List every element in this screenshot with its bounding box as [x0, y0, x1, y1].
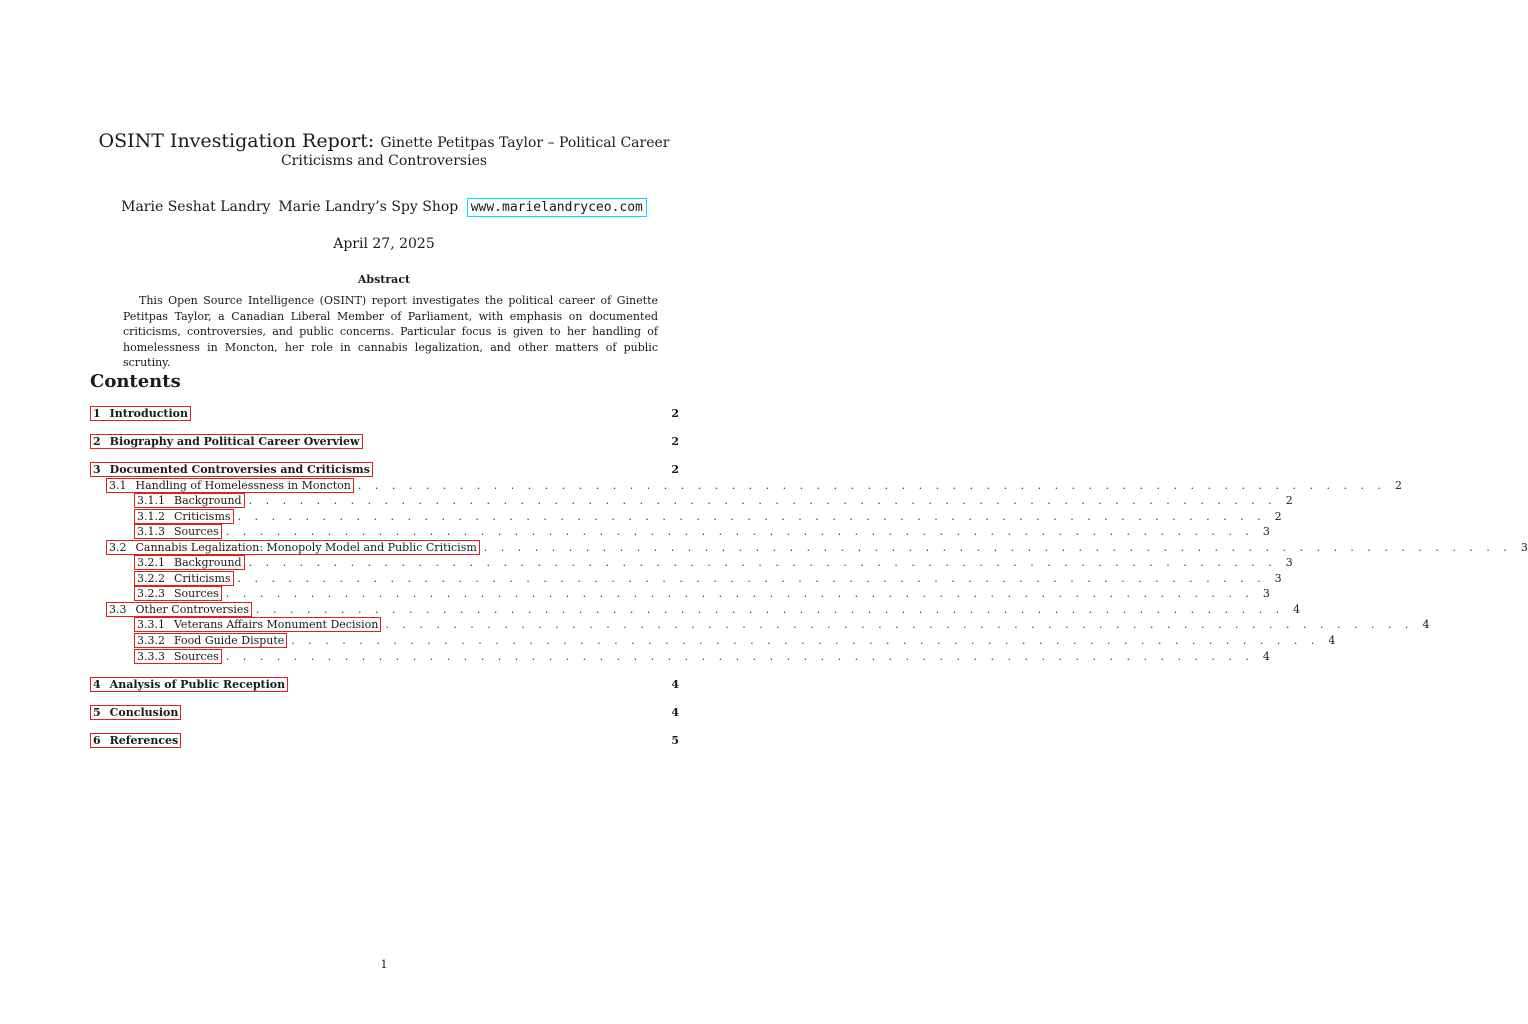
toc-dot-leader: . . . . . . . . . . . . . . . . . . . . . . . . . . . . . . . . . . . . . . . . . . . . . . . . . . . . . . . . . . . . .: [385, 617, 1414, 631]
toc-page-number: 2: [671, 434, 679, 448]
toc-entry-section-1: [90, 405, 679, 421]
toc-dot-leader: . . . . . . . . . . . . . . . . . . . . . . . . . . . . . . . . . . . . . . . . . . . . . . . . . . . . . . . . . . . . .: [225, 586, 1254, 600]
page-number: 1: [380, 958, 388, 971]
title-subtitle-line-2: Criticisms and Controversies: [280, 153, 488, 169]
toc-title: Introduction: [109, 406, 188, 420]
toc-dot-leader: . . . . . . . . . . . . . . . . . . . . . . . . . . . . . . . . . . . . . . . . . . . . . . . . . . . . . . . . . . . . .: [357, 478, 1386, 492]
toc-title: Criticisms: [174, 509, 231, 523]
toc-number: 3.3: [109, 602, 127, 616]
toc-entry-subsubsection-3-1-1: [90, 492, 1293, 508]
toc-page-number: 5: [671, 733, 679, 747]
toc-link[interactable]: [134, 649, 222, 664]
toc-link[interactable]: [90, 733, 181, 748]
toc-page-number: 3: [1285, 555, 1293, 569]
toc-page-number: 3: [1262, 524, 1270, 538]
toc-number: 3.3.1: [137, 617, 165, 631]
toc-link[interactable]: [134, 493, 245, 508]
toc-link[interactable]: [90, 677, 288, 692]
toc-entry-subsubsection-3-2-1: [90, 554, 1293, 570]
abstract-text: This Open Source Intelligence (OSINT) report investigates the political career of Ginette Petitpas Taylor, a Canadian Liberal Member of Parliament, with emphasis on documented criticisms, controversies, and public concerns. Particular focus is given to her handling of homelessness in Moncton, her role in cannabis legalization, and other matters of public scrutiny.: [123, 294, 658, 369]
author-name: Marie Seshat Landry: [121, 199, 271, 215]
toc-dot-leader: . . . . . . . . . . . . . . . . . . . . . . . . . . . . . . . . . . . . . . . . . . . . . . . . . . . . . . . . . . . . .: [483, 540, 1512, 554]
toc-page-number: 2: [1274, 509, 1282, 523]
toc-page-number: 4: [1293, 602, 1301, 616]
toc-link[interactable]: [106, 540, 480, 555]
toc-number: 2: [93, 434, 101, 448]
toc-link[interactable]: [90, 705, 181, 720]
toc-number: 3.2.2: [137, 571, 165, 585]
toc-entry-section-3: [90, 461, 679, 477]
toc-page-number: 3: [1274, 571, 1282, 585]
toc-title: Sources: [174, 586, 219, 600]
toc-number: 3.2.3: [137, 586, 165, 600]
toc-title: Sources: [174, 524, 219, 538]
toc-page-number: 4: [1328, 633, 1336, 647]
toc-entry-subsubsection-3-3-3: [90, 648, 1270, 664]
toc-title: Criticisms: [174, 571, 231, 585]
toc-dot-leader: . . . . . . . . . . . . . . . . . . . . . . . . . . . . . . . . . . . . . . . . . . . . . . . . . . . . . . . . . . . . .: [291, 633, 1320, 647]
toc-link[interactable]: [134, 633, 287, 648]
toc-entry-section-2: [90, 433, 679, 449]
toc-number: 3.2: [109, 540, 127, 554]
toc-entry-subsubsection-3-1-2: [90, 508, 1282, 524]
title-subtitle-line-1: Ginette Petitpas Taylor – Political Career: [380, 135, 670, 151]
author-affiliation: Marie Landry’s Spy Shop: [278, 199, 459, 215]
title-line-1: [0, 130, 768, 152]
toc-title: Documented Controversies and Criticisms: [109, 462, 370, 476]
toc-dot-leader: . . . . . . . . . . . . . . . . . . . . . . . . . . . . . . . . . . . . . . . . . . . . . . . . . . . . . . . . . . . . .: [248, 555, 1277, 569]
toc-title: Biography and Political Career Overview: [109, 434, 360, 448]
toc-title: Cannabis Legalization: Monopoly Model and Public Criticism: [135, 540, 477, 554]
toc-entry-subsection-3-1: [90, 477, 1402, 493]
toc-page-number: 2: [671, 406, 679, 420]
toc-number: 3.3.2: [137, 633, 165, 647]
toc-entry-subsubsection-3-2-2: [90, 570, 1282, 586]
toc-number: 6: [93, 733, 101, 747]
toc-link[interactable]: [106, 478, 354, 493]
abstract-heading: Abstract: [357, 273, 411, 286]
toc-link[interactable]: [90, 434, 363, 449]
toc-page-number: 4: [1422, 617, 1430, 631]
toc-title: Conclusion: [109, 705, 179, 719]
toc-title: Sources: [174, 649, 219, 663]
author-url-link[interactable]: www.marielandryceo.com: [467, 198, 647, 217]
toc-page-number: 4: [1262, 649, 1270, 663]
toc-dot-leader: . . . . . . . . . . . . . . . . . . . . . . . . . . . . . . . . . . . . . . . . . . . . . . . . . . . . . . . . . . . . .: [237, 509, 1266, 523]
toc-link[interactable]: [134, 571, 234, 586]
toc-entry-subsection-3-3: [90, 601, 1301, 617]
toc-page-number: 2: [1394, 478, 1402, 492]
toc-dot-leader: . . . . . . . . . . . . . . . . . . . . . . . . . . . . . . . . . . . . . . . . . . . . . . . . . . . . . . . . . . . . .: [237, 571, 1266, 585]
toc-page-number: 3: [1520, 540, 1528, 554]
toc-number: 3.1.2: [137, 509, 165, 523]
toc-dot-leader: . . . . . . . . . . . . . . . . . . . . . . . . . . . . . . . . . . . . . . . . . . . . . . . . . . . . . . . . . . . . .: [225, 649, 1254, 663]
toc-title: Other Controversies: [135, 602, 250, 616]
toc-entry-section-6: [90, 732, 679, 748]
title-main: OSINT Investigation Report:: [98, 130, 375, 152]
toc-entry-subsubsection-3-3-2: [90, 632, 1336, 648]
toc-link[interactable]: [106, 602, 252, 617]
toc-title: Background: [174, 555, 242, 569]
toc-number: 1: [93, 406, 101, 420]
toc-entry-section-4: [90, 676, 679, 692]
toc-title: References: [109, 733, 179, 747]
toc-title: Veterans Affairs Monument Decision: [174, 617, 379, 631]
toc-dot-leader: . . . . . . . . . . . . . . . . . . . . . . . . . . . . . . . . . . . . . . . . . . . . . . . . . . . . . . . . . . . . .: [248, 493, 1277, 507]
toc-link[interactable]: [134, 555, 245, 570]
toc-number: 5: [93, 705, 101, 719]
toc-number: 3.2.1: [137, 555, 165, 569]
toc-dot-leader: . . . . . . . . . . . . . . . . . . . . . . . . . . . . . . . . . . . . . . . . . . . . . . . . . . . . . . . . . . . . .: [225, 524, 1254, 538]
document-date: April 27, 2025: [333, 236, 435, 252]
toc-link[interactable]: [134, 586, 222, 601]
toc-number: 3.3.3: [137, 649, 165, 663]
toc-page-number: 2: [1285, 493, 1293, 507]
toc-number: 3.1: [109, 478, 127, 492]
author-line: [0, 199, 768, 215]
toc-number: 3: [93, 462, 101, 476]
toc-link[interactable]: [134, 617, 381, 632]
toc-title: Food Guide Dispute: [174, 633, 285, 647]
toc-title: Analysis of Public Reception: [109, 677, 286, 691]
toc-title: Handling of Homelessness in Moncton: [135, 478, 351, 492]
toc-entry-section-5: [90, 704, 679, 720]
toc-link[interactable]: [134, 509, 234, 524]
toc-entry-subsubsection-3-1-3: [90, 523, 1270, 539]
toc-number: 3.1.3: [137, 524, 165, 538]
contents-heading: Contents: [90, 371, 181, 392]
toc-link[interactable]: [90, 462, 373, 477]
toc-link[interactable]: [134, 524, 222, 539]
toc-entry-subsubsection-3-3-1: [90, 616, 1430, 632]
toc-page-number: 3: [1262, 586, 1270, 600]
toc-page-number: 2: [671, 462, 679, 476]
toc-page-number: 4: [671, 677, 679, 691]
toc-entry-subsubsection-3-2-3: [90, 585, 1270, 601]
toc-number: 3.1.1: [137, 493, 165, 507]
toc-page-number: 4: [671, 705, 679, 719]
toc-link[interactable]: [90, 406, 191, 421]
toc-entry-subsection-3-2: [90, 539, 1528, 555]
toc-dot-leader: . . . . . . . . . . . . . . . . . . . . . . . . . . . . . . . . . . . . . . . . . . . . . . . . . . . . . . . . . . . . .: [256, 602, 1285, 616]
toc-title: Background: [174, 493, 242, 507]
toc-number: 4: [93, 677, 101, 691]
